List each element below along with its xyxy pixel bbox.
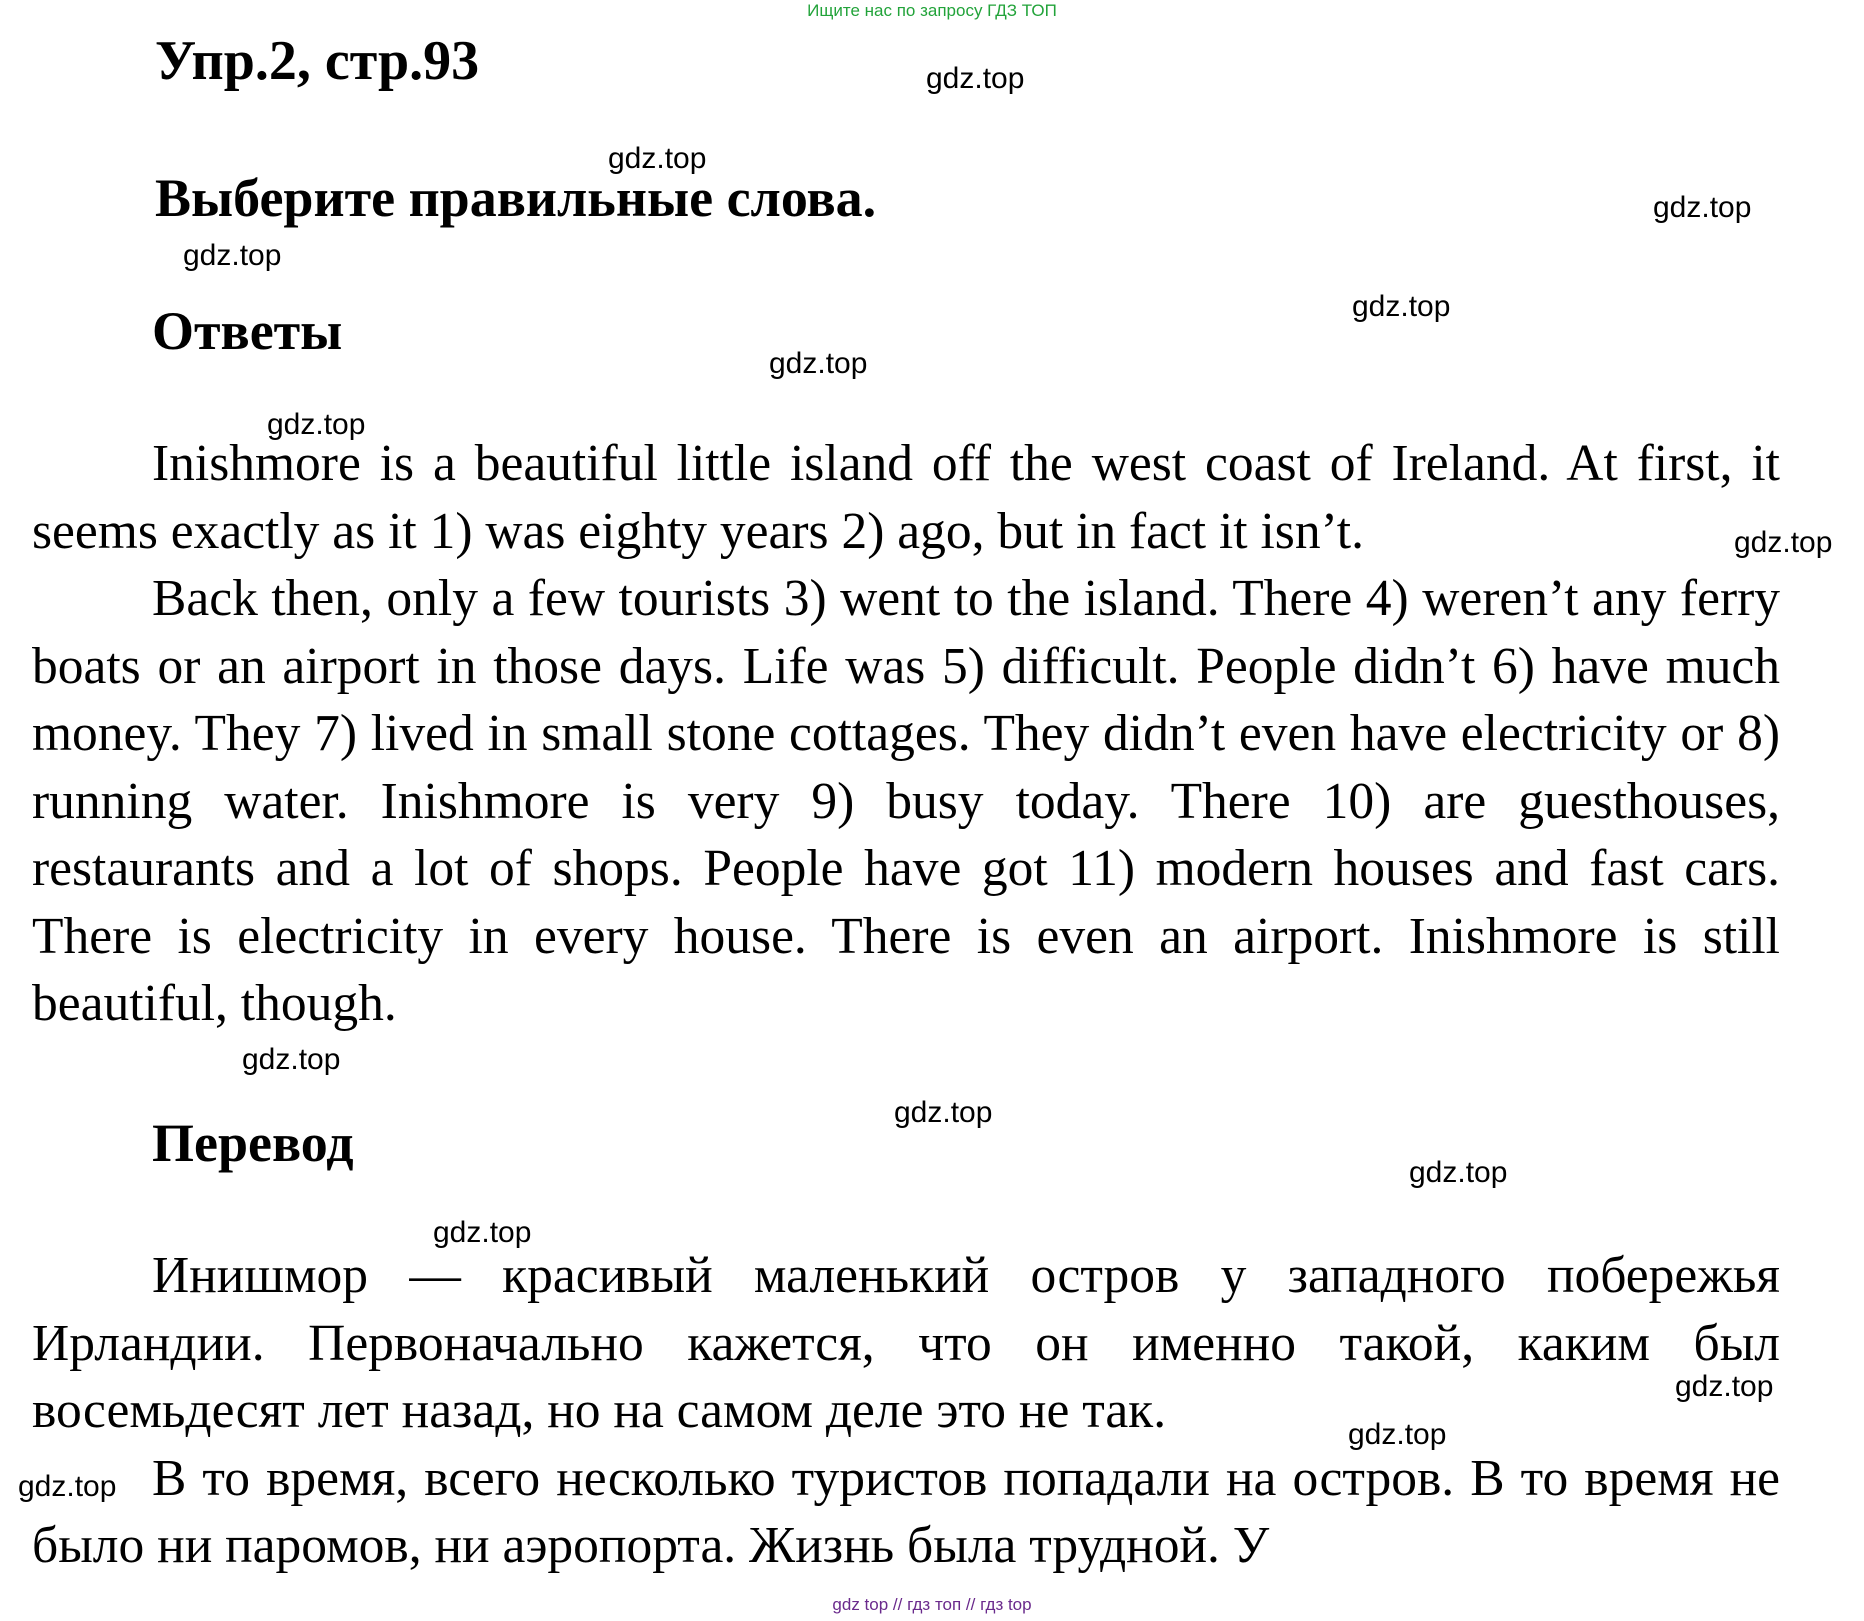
- answers-paragraph-2: Back then, only a few tourists 3) went to the island. There 4) weren’t any ferry boats or an airport in those days. Life was 5) difficult. People didn’t 6) have much money. They 7) lived in small stone cottages. They didn’t even have electricity or 8) running water. Inishmore is very 9) busy today. There 10) are guesthouses, restaurants and a lot of shops. People have got 11) modern houses and fast cars. There is electricity in every house. There is even an airport. Inishmore is still beautiful, though.: [32, 570, 1780, 1032]
- translation-heading: Перевод: [152, 1113, 354, 1173]
- answers-heading: Ответы: [152, 301, 343, 361]
- watermark: gdz.top: [242, 1043, 341, 1076]
- watermark: gdz.top: [433, 1216, 532, 1249]
- watermark: gdz.top: [769, 347, 868, 380]
- answers-text: [32, 430, 1780, 1038]
- translation-text: [32, 1242, 1780, 1580]
- watermark: gdz.top: [18, 1470, 117, 1503]
- watermark: gdz.top: [1734, 526, 1833, 559]
- top-banner: Ищите нас по запросу ГДЗ ТОП: [807, 1, 1057, 20]
- watermark: gdz.top: [926, 62, 1025, 95]
- watermark: gdz.top: [1348, 1418, 1447, 1451]
- answers-paragraph-1: Inishmore is a beautiful little island off the west coast of Ireland. At first, it seems exactly as it 1) was eighty years 2) ago, but in fact it isn’t.: [32, 435, 1780, 560]
- exercise-title: Упр.2, стр.93: [155, 30, 480, 92]
- watermark: gdz.top: [267, 408, 366, 441]
- watermark: gdz.top: [608, 142, 707, 175]
- watermark: gdz.top: [1675, 1370, 1774, 1403]
- watermark: gdz.top: [183, 239, 282, 272]
- footer: gdz top // гдз топ // гдз top: [832, 1595, 1032, 1614]
- instruction-text: Выберите правильные слова.: [155, 168, 877, 228]
- watermark: gdz.top: [1653, 191, 1752, 224]
- translation-paragraph-2: В то время, всего несколько туристов попадали на остров. В то время не было ни паромов, ни аэропорта. Жизнь была трудной. У: [32, 1449, 1780, 1574]
- watermark: gdz.top: [894, 1096, 993, 1129]
- watermark: gdz.top: [1409, 1156, 1508, 1189]
- watermark: gdz.top: [1352, 290, 1451, 323]
- translation-paragraph-1: Инишмор — красивый маленький остров у западного побережья Ирландии. Первоначально кажется, что он именно такой, каким был восемьдесят лет назад, но на самом деле это не так.: [32, 1247, 1780, 1439]
